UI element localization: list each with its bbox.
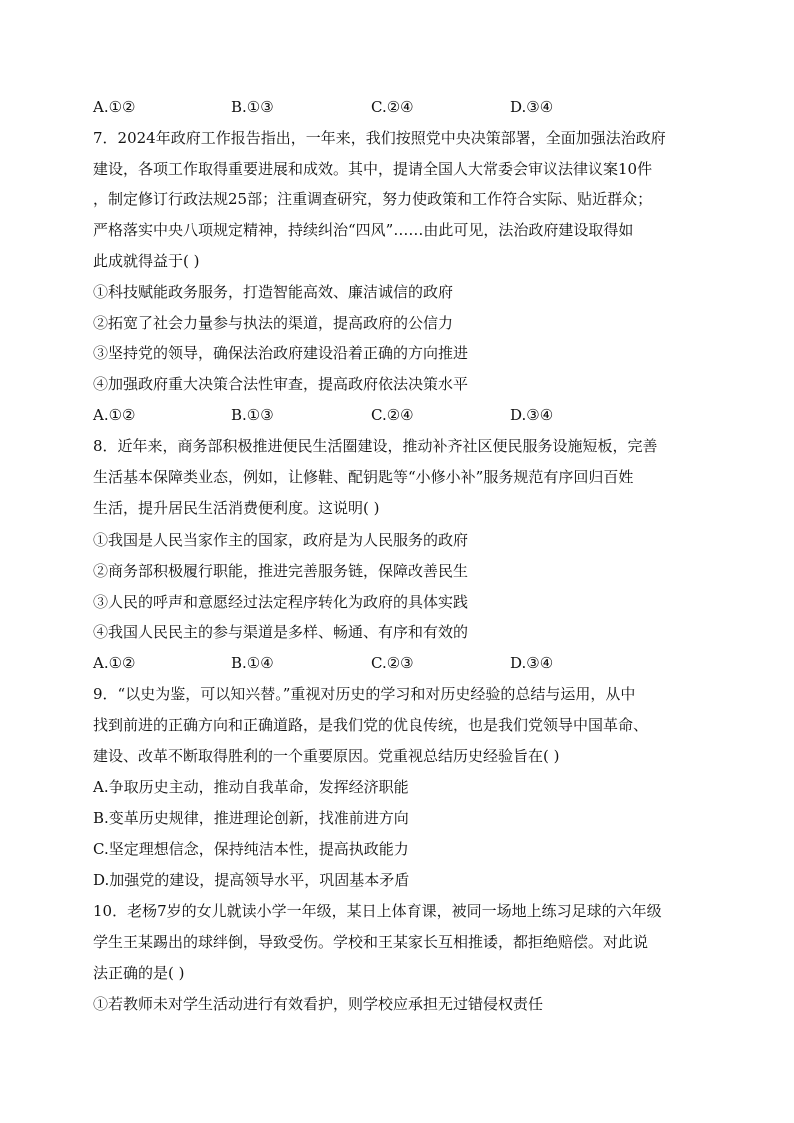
q10-statement: ①若教师未对学生活动进行有效看护，则学校应承担无过错侵权责任 <box>93 995 544 1013</box>
q6-options <box>93 97 703 117</box>
q7-option-b: B.①③ <box>231 406 274 424</box>
q7-statement: ③坚持党的领导，确保法治政府建设沿着正确的方向推进 <box>93 344 469 362</box>
q6-option-b: B.①③ <box>231 98 274 116</box>
q9-choice-b: B.变革历史规律，推进理论创新，找准前进方向 <box>93 809 409 827</box>
q10-stem-line: 法正确的是( ) <box>93 964 185 982</box>
q7-statement: ①科技赋能政务服务，打造智能高效、廉洁诚信的政府 <box>93 283 454 301</box>
q9-choice-a: A.争取历史主动，推动自我革命，发挥经济职能 <box>93 778 409 796</box>
q8-option-b: B.①④ <box>231 654 274 672</box>
q7-stem-line: 此成就得益于( ) <box>93 252 200 270</box>
q7-stem-line: 7．2024年政府工作报告指出，一年来，我们按照党中央决策部署，全面加强法治政府 <box>93 129 666 147</box>
q8-stem-line: 生活，提升居民生活消费便利度。这说明( ) <box>93 499 380 517</box>
q7-stem-line: 建设，各项工作取得重要进展和成效。其中，提请全国人大常委会审议法律议案10件 <box>93 160 653 178</box>
q8-option-c: C.②③ <box>371 654 414 672</box>
q8-statement: ①我国是人民当家作主的国家，政府是为人民服务的政府 <box>93 531 469 549</box>
q8-option-a: A.①② <box>93 654 136 672</box>
q9-stem-line: 9．“以史为鉴，可以知兴替。”重视对历史的学习和对历史经验的总结与运用，从中 <box>93 685 636 703</box>
q7-options <box>93 405 703 425</box>
q8-stem-line: 8．近年来，商务部积极推进便民生活圈建设，推动补齐社区便民服务设施短板，完善 <box>93 437 658 455</box>
q9-stem-line: 找到前进的正确方向和正确道路，是我们党的优良传统，也是我们党领导中国革命、 <box>93 716 649 734</box>
q10-stem-line: 学生王某踢出的球绊倒，导致受伤。学校和王某家长互相推诿，都拒绝赔偿。对此说 <box>93 933 649 951</box>
q10-stem-line: 10．老杨7岁的女儿就读小学一年级，某日上体育课，被同一场地上练习足球的六年级 <box>93 902 662 920</box>
q8-statement: ③人民的呼声和意愿经过法定程序转化为政府的具体实践 <box>93 593 469 611</box>
q7-option-d: D.③④ <box>510 406 554 424</box>
q9-stem-line: 建设、改革不断取得胜利的一个重要原因。党重视总结历史经验旨在( ) <box>93 747 560 765</box>
q6-option-d: D.③④ <box>510 98 554 116</box>
q7-stem-line: 严格落实中央八项规定精神，持续纠治“四风”……由此可见，法治政府建设取得如 <box>93 221 634 239</box>
q8-stem-line: 生活基本保障类业态，例如，让修鞋、配钥匙等“小修小补”服务规范有序回归百姓 <box>93 468 634 486</box>
q6-option-c: C.②④ <box>371 98 414 116</box>
q8-options <box>93 653 703 673</box>
q8-option-d: D.③④ <box>510 654 554 672</box>
q7-option-a: A.①② <box>93 406 136 424</box>
q9-choice-c: C.坚定理想信念，保持纯洁本性，提高执政能力 <box>93 840 409 858</box>
q7-option-c: C.②④ <box>371 406 414 424</box>
q6-option-a: A.①② <box>93 98 136 116</box>
q7-stem-line: ，制定修订行政法规25部；注重调查研究，努力使政策和工作符合实际、贴近群众； <box>93 190 653 208</box>
q7-statement: ④加强政府重大决策合法性审查，提高政府依法决策水平 <box>93 375 469 393</box>
q9-choice-d: D.加强党的建设，提高领导水平，巩固基本矛盾 <box>93 871 410 889</box>
q7-statement: ②拓宽了社会力量参与执法的渠道，提高政府的公信力 <box>93 314 454 332</box>
q8-statement: ②商务部积极履行职能，推进完善服务链，保障改善民生 <box>93 562 469 580</box>
q8-statement: ④我国人民民主的参与渠道是多样、畅通、有序和有效的 <box>93 623 469 641</box>
